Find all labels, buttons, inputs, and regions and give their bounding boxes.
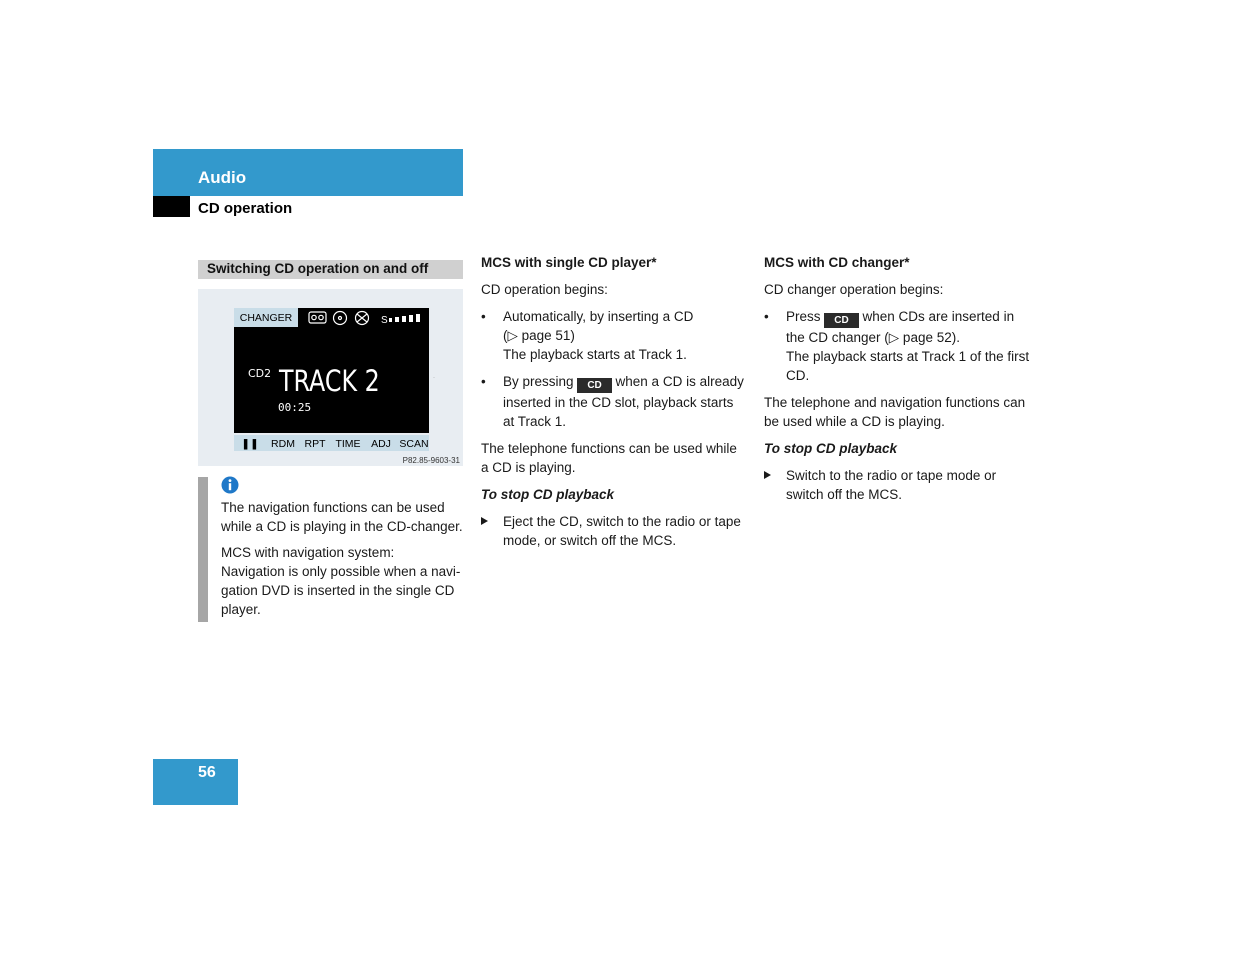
single-cd-heading: MCS with single CD player* [481,255,657,270]
cd-changer-heading: MCS with CD changer* [764,255,910,270]
info-icon [221,476,239,494]
bullet: • [481,374,486,389]
cd-changer-column [764,253,1032,512]
section-title: Switching CD operation on and off [207,261,429,276]
page-ref-link[interactable]: (▷ page 51) [503,328,575,343]
info-box-bar [198,477,208,622]
single-cd-column [481,253,747,558]
track-display: TRACK 2 [279,364,380,399]
single-cd-note: The telephone functions can be used while a CD is playing. [481,441,737,475]
figure-id: P82.85-9603-31 [402,456,460,465]
step-arrow-icon [764,471,771,479]
page-number: 56 [198,764,216,781]
stop-playback-heading: To stop CD playback [764,441,898,456]
step-arrow-icon [481,517,488,525]
instruction-step: Eject the CD, switch to the radio or tape mode, or switch off the MCS. [481,512,747,550]
cd-key-icon: CD [824,313,858,328]
info-note [221,498,473,619]
signal-label: S [381,315,388,326]
list-item: • Press CD when CDs are inserted in the CD changer (▷ page 52). The playback starts at Track 1 of the first CD. [764,309,1030,383]
info-paragraph: The navigation functions can be used while a CD is playing in the CD-changer. [221,500,463,534]
disc-label: CD2 [248,367,272,380]
cd-changer-intro: CD changer operation begins: [764,282,944,297]
cd-changer-note: The telephone and navigation functions can be used while a CD is playing. [764,395,1026,429]
list-item: • Automatically, by inserting a CD (▷ page 51) The playback starts at Track 1. [481,309,694,362]
scan-softkey[interactable]: SCAN [399,438,429,450]
header-marker [153,196,190,217]
cd-display-figure [198,289,463,466]
time-display: 00:25 [278,401,312,414]
adj-softkey[interactable]: ADJ [371,438,391,450]
rpt-softkey[interactable]: RPT [304,438,326,450]
time-softkey[interactable]: TIME [335,438,361,450]
stop-playback-heading: To stop CD playback [481,487,615,502]
cd-key-icon: CD [577,378,611,393]
bullet: • [764,309,769,324]
svg-text:·: · [433,375,435,381]
instruction-step: Switch to the radio or tape mode or switch off the MCS. [764,466,1032,504]
list-item: • By pressing CD when a CD is already inserted in the CD slot, playback starts at Track 1. [481,374,744,429]
chapter-title: Audio [198,168,247,187]
mode-label: CHANGER [239,312,293,324]
info-paragraph-nav: MCS with navigation system: Navigation is only possible when a navi-gation DVD is inserted in the single CD player. [221,545,461,617]
rdm-softkey[interactable]: RDM [271,438,295,450]
bullet: • [481,309,486,324]
pause-softkey[interactable]: ❚❚ [241,438,259,450]
page-number-box [153,759,238,805]
single-cd-intro: CD operation begins: [481,282,608,297]
section-subtitle: CD operation [198,200,293,217]
